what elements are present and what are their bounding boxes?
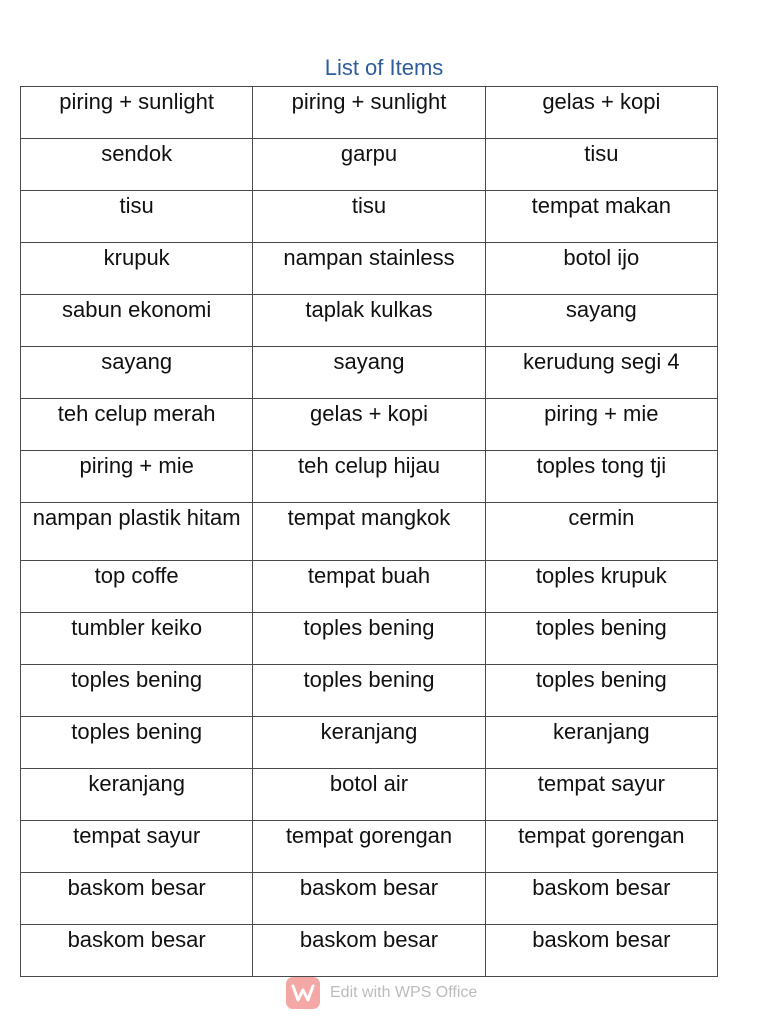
table-cell: kerudung segi 4 [485, 347, 717, 399]
table-cell: toples bening [253, 613, 485, 665]
table-cell: garpu [253, 139, 485, 191]
table-row [21, 769, 718, 821]
table-row [21, 347, 718, 399]
items-table [20, 86, 718, 977]
table-cell: cermin [485, 503, 717, 561]
table-cell: sayang [253, 347, 485, 399]
table-cell: gelas + kopi [253, 399, 485, 451]
table-cell: sayang [485, 295, 717, 347]
table-cell: top coffe [21, 561, 253, 613]
table-row [21, 139, 718, 191]
table-cell: tumbler keiko [21, 613, 253, 665]
table-cell: taplak kulkas [253, 295, 485, 347]
table-cell: piring + sunlight [253, 87, 485, 139]
table-cell: baskom besar [253, 925, 485, 977]
table-cell: teh celup hijau [253, 451, 485, 503]
table-cell: tempat mangkok [253, 503, 485, 561]
table-cell: baskom besar [485, 873, 717, 925]
table-row [21, 451, 718, 503]
table-row [21, 295, 718, 347]
table-cell: keranjang [253, 717, 485, 769]
table-cell: keranjang [21, 769, 253, 821]
table-cell: tisu [253, 191, 485, 243]
table-cell: botol ijo [485, 243, 717, 295]
table-cell: tempat makan [485, 191, 717, 243]
table-cell: toples krupuk [485, 561, 717, 613]
table-cell: tempat sayur [21, 821, 253, 873]
table-row [21, 821, 718, 873]
table-cell: nampan plastik hitam [21, 503, 253, 561]
table-cell: toples bening [485, 613, 717, 665]
table-cell: sayang [21, 347, 253, 399]
table-cell: nampan stainless [253, 243, 485, 295]
table-cell: toples bening [21, 717, 253, 769]
table-cell: tisu [21, 191, 253, 243]
table-row [21, 613, 718, 665]
table-row [21, 503, 718, 561]
table-cell: sabun ekonomi [21, 295, 253, 347]
table-cell: tempat gorengan [485, 821, 717, 873]
table-row [21, 717, 718, 769]
table-cell: piring + mie [21, 451, 253, 503]
table-cell: tempat sayur [485, 769, 717, 821]
table-row [21, 873, 718, 925]
wps-watermark [286, 977, 477, 1009]
table-cell: toples tong tji [485, 451, 717, 503]
table-cell: toples bening [253, 665, 485, 717]
wps-office-logo-icon [286, 977, 320, 1009]
table-cell: baskom besar [253, 873, 485, 925]
table-cell: keranjang [485, 717, 717, 769]
table-row [21, 191, 718, 243]
items-table-body [21, 87, 718, 977]
table-cell: tempat buah [253, 561, 485, 613]
table-cell: krupuk [21, 243, 253, 295]
table-cell: tempat gorengan [253, 821, 485, 873]
table-row [21, 399, 718, 451]
table-cell: tisu [485, 139, 717, 191]
table-row [21, 925, 718, 977]
table-cell: gelas + kopi [485, 87, 717, 139]
table-cell: teh celup merah [21, 399, 253, 451]
table-cell: piring + sunlight [21, 87, 253, 139]
table-cell: baskom besar [21, 925, 253, 977]
table-row [21, 87, 718, 139]
table-cell: toples bening [21, 665, 253, 717]
table-row [21, 665, 718, 717]
table-cell: sendok [21, 139, 253, 191]
table-cell: toples bening [485, 665, 717, 717]
table-row [21, 243, 718, 295]
document-title: List of Items [324, 55, 444, 80]
table-cell: piring + mie [485, 399, 717, 451]
table-row [21, 561, 718, 613]
table-cell: baskom besar [485, 925, 717, 977]
table-cell: botol air [253, 769, 485, 821]
table-cell: baskom besar [21, 873, 253, 925]
watermark-text: Edit with WPS Office [330, 984, 478, 1001]
